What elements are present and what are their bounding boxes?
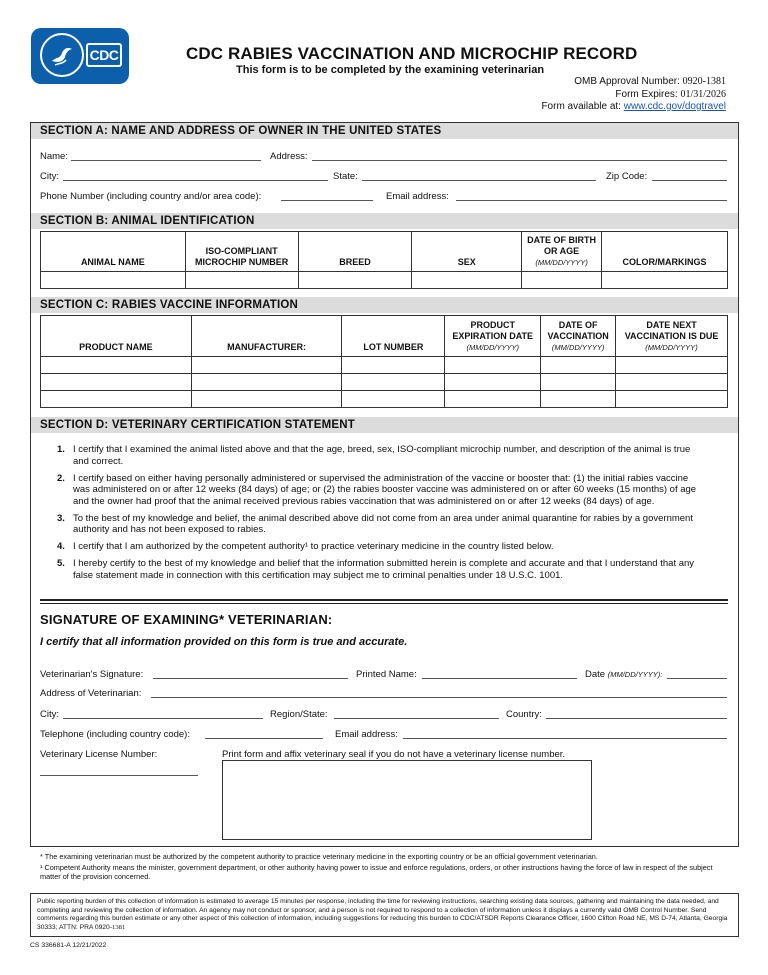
col-next-vaccination-due: DATE NEXT VACCINATION IS DUE (MM/DD/YYYY) [616,316,728,357]
owner-state-field[interactable] [362,180,596,181]
owner-state-label: State: [333,171,358,182]
col-color-markings: COLOR/MARKINGS [602,232,728,272]
vet-country-field[interactable] [546,718,727,719]
owner-phone-label: Phone Number (including country and/or area code): [40,191,262,202]
form-subtitle: This form is to be completed by the examining veterinarian [236,64,545,76]
date-hint: (MM/DD/YYYY): [607,670,663,679]
animal-id-header-row [41,232,728,272]
section-a-header: SECTION A: NAME AND ADDRESS OF OWNER IN THE UNITED STATES [31,123,738,139]
vet-signature-field[interactable] [153,678,348,679]
section-divider [40,603,728,604]
vet-city-field[interactable] [63,718,263,719]
owner-zip-label: Zip Code: [606,171,648,182]
vet-city-label: City: [40,709,59,720]
date-label: Date (MM/DD/YYYY): [585,669,663,680]
breed-cell[interactable] [298,272,412,289]
seal-note: Print form and affix veterinary seal if you do not have a veterinary license number. [222,749,566,760]
list-item: 2. I certify based on either having personally administered or supervised the administration of the vaccine or booster that: (1) the initial rabies vaccine was administered on or after 12 weeks (84 days) of age; or (2) the rabies booster vaccine was administered on or after 60 weeks (15 months) of age and the owner had proof that the animal received previous rabies vaccination that was administered on or after 12 weeks (84 days) of age. [57,472,697,507]
col-sex: SEX [412,232,522,272]
col-breed: BREED [298,232,412,272]
vet-region-field[interactable] [334,718,499,719]
certification-text: I certify that I am authorized by the competent authority¹ to practice veterinary medicine in the country listed below. [73,541,554,552]
hhs-seal-icon [40,33,84,77]
vet-address-label: Address of Veterinarian: [40,688,142,699]
form-id: CS 336681-A 12/21/2022 [30,942,107,949]
footnote-examining-vet: * The examining veterinarian must be authorized by the competent authority to practice veterinary medicine in the exporting country or be an official government veterinarian. [40,852,598,861]
col-lot-number: LOT NUMBER [342,316,445,357]
omb-number: 0920-1381 [682,76,726,87]
animal-id-table [40,231,728,289]
col-product-name: PRODUCT NAME [41,316,192,357]
manufacturer-cell[interactable] [191,391,342,408]
vet-license-label: Veterinary License Number: [40,749,158,760]
burden-pra-number: 1381 [111,923,126,931]
vet-country-label: Country: [506,709,542,720]
col-manufacturer: MANUFACTURER: [191,316,342,357]
date-of-birth-cell[interactable] [522,272,602,289]
vaccination-date-cell[interactable] [541,391,616,408]
owner-address-label: Address: [270,151,308,162]
date-of-vaccination-hint: (MM/DD/YYYY) [551,343,605,352]
vet-telephone-field[interactable] [205,738,323,739]
col-date-of-vaccination: DATE OF VACCINATION (MM/DD/YYYY) [541,316,616,357]
color-markings-cell[interactable] [602,272,728,289]
certification-text: I certify that I examined the animal listed above and that the age, breed, sex, ISO-compliant microchip number, and description of the animal is true and correct. [73,444,691,467]
next-vaccination-hint: (MM/DD/YYYY) [645,343,698,352]
section-d-header: SECTION D: VETERINARY CERTIFICATION STATEMENT [31,417,738,433]
vet-address-field[interactable] [151,697,727,698]
list-item: 5. I hereby certify to the best of my knowledge and belief that the information submitted herein is complete and accurate and that I understand that any false statement made in connection with this certification may subject me to criminal penalties under 18 U.S.C. 1001. [57,558,695,581]
next-due-cell[interactable] [616,391,728,408]
cdc-logo-text: CDC [89,47,119,63]
owner-email-label: Email address: [386,191,449,202]
lot-number-cell[interactable] [342,391,445,408]
owner-city-field[interactable] [63,180,328,181]
vaccination-date-cell[interactable] [541,374,616,391]
certification-list [57,444,697,587]
col-date-of-birth: DATE OF BIRTH OR AGE (MM/DD/YYYY) [522,232,602,272]
available-label: Form available at: [541,101,621,112]
certification-text: I hereby certify to the best of my knowledge and belief that the information submitted herein is complete and accurate and that I understand that any false statement made in connection with this certification may subject me to criminal penalties under 18 U.S.C. 1001. [73,558,695,581]
veterinary-seal-box[interactable] [222,760,592,840]
vaccine-table [40,315,728,408]
lot-number-cell[interactable] [342,374,445,391]
microchip-number-cell[interactable] [185,272,298,289]
vet-telephone-label: Telephone (including country code): [40,729,190,740]
burden-text: Public reporting burden of this collection of information is estimated to average 15 minutes per response, including the time for reviewing instructions, searching existing data sources, gathering and maintaining the data needed, and completing and reviewing the collection of information. An agency may not conduct or sponsor, and a person is not required to respond to a collection of information unless it displays a currently valid OMB Control Number. Send comments regarding this burden estimate or any other aspect of this collection of information, including suggestions for reducing this burden to CDC/ATSDR Reports Clearance Officer, 1600 Clifton Road NE, MS D-74, Atlanta, Georgia 30333; ATTN: PRA 0920- [37,898,728,931]
table-row [41,374,728,391]
form-title: CDC RABIES VACCINATION AND MICROCHIP RECORD [186,44,638,63]
manufacturer-cell[interactable] [191,374,342,391]
col-product-expiration: PRODUCT EXPIRATION DATE (MM/DD/YYYY) [445,316,541,357]
vet-email-field[interactable] [403,738,727,739]
vet-signature-label: Veterinarian's Signature: [40,669,144,680]
omb-info [541,76,726,114]
col-microchip-number: ISO-COMPLIANT MICROCHIP NUMBER [185,232,298,272]
col-animal-name: ANIMAL NAME [41,232,186,272]
footnotes [40,852,730,881]
expires-label: Form Expires: [615,88,678,100]
expiration-cell[interactable] [445,391,541,408]
expiration-cell[interactable] [445,357,541,374]
cdc-box [86,43,122,67]
product-name-cell[interactable] [41,391,192,408]
expiration-cell[interactable] [445,374,541,391]
owner-name-field[interactable] [71,160,261,161]
animal-name-cell[interactable] [41,272,186,289]
section-divider [40,599,728,601]
owner-address-field[interactable] [312,160,727,161]
product-name-cell[interactable] [41,357,192,374]
signature-title: SIGNATURE OF EXAMINING* VETERINARIAN: [40,612,333,627]
expires-date: 01/31/2026 [680,88,726,100]
list-item: 4. I certify that I am authorized by the competent authority¹ to practice veterinary medicine in the country listed below. [57,541,554,552]
certification-text: To the best of my knowledge and belief, the animal described above did not come from an area under animal quarantine for rabies by a government authority and has not been exposed to rabies. [73,512,693,535]
vet-license-field[interactable] [40,775,198,776]
next-due-cell[interactable] [616,374,728,391]
dogtravel-link[interactable]: www.cdc.gov/dogtravel [623,101,726,112]
product-name-cell[interactable] [41,374,192,391]
list-item: 3. To the best of my knowledge and belief, the animal described above did not come from an area under animal quarantine for rabies by a government authority and has not been exposed to rabies. [57,512,693,535]
list-item: 1. I certify that I examined the animal listed above and that the age, breed, sex, ISO-compliant microchip number, and description of the animal is true and correct. [57,444,691,467]
owner-email-field[interactable] [456,200,727,201]
sex-cell[interactable] [412,272,522,289]
table-row [41,391,728,408]
section-b-header: SECTION B: ANIMAL IDENTIFICATION [31,213,738,229]
table-row [41,357,728,374]
printed-name-label: Printed Name: [356,669,417,680]
owner-zip-field[interactable] [652,180,727,181]
owner-phone-field[interactable] [281,200,373,201]
printed-name-field[interactable] [422,678,577,679]
manufacturer-cell[interactable] [191,357,342,374]
signature-subtitle: I certify that all information provided on this form is true and accurate. [40,636,408,648]
lot-number-cell[interactable] [342,357,445,374]
footnote-competent-authority: ¹ Competent Authority means the minister, government department, or other authority having power to issue and enforce regulations, orders, or other instructions having the force of law in respect of the subject matter of the provision concerned. [40,863,713,881]
certification-text: I certify based on either having personally administered or supervised the administration of the vaccine or booster that: (1) the initial rabies vaccine was administered on or after 12 weeks (84 days) of age; or (2) the rabies booster vaccine was administered on or after 60 weeks (15 months) of age and the owner had proof that the animal received previous rabies vaccination that was administered on or after 12 weeks (84 days) of age. [73,472,697,507]
owner-city-label: City: [40,171,59,182]
omb-label: OMB Approval Number: [574,76,680,87]
date-of-birth-hint: (MM/DD/YYYY) [535,258,588,267]
burden-statement [30,893,739,937]
product-expiration-hint: (MM/DD/YYYY) [466,343,519,352]
section-c-header: SECTION C: RABIES VACCINE INFORMATION [31,297,738,313]
vaccine-header-row [41,316,728,357]
vaccination-date-cell[interactable] [541,357,616,374]
date-field[interactable] [667,678,727,679]
cdc-logo [31,28,129,84]
next-due-cell[interactable] [616,357,728,374]
owner-name-label: Name: [40,151,68,162]
vet-email-label: Email address: [335,729,398,740]
vet-region-label: Region/State: [270,709,328,720]
table-row [41,272,728,289]
